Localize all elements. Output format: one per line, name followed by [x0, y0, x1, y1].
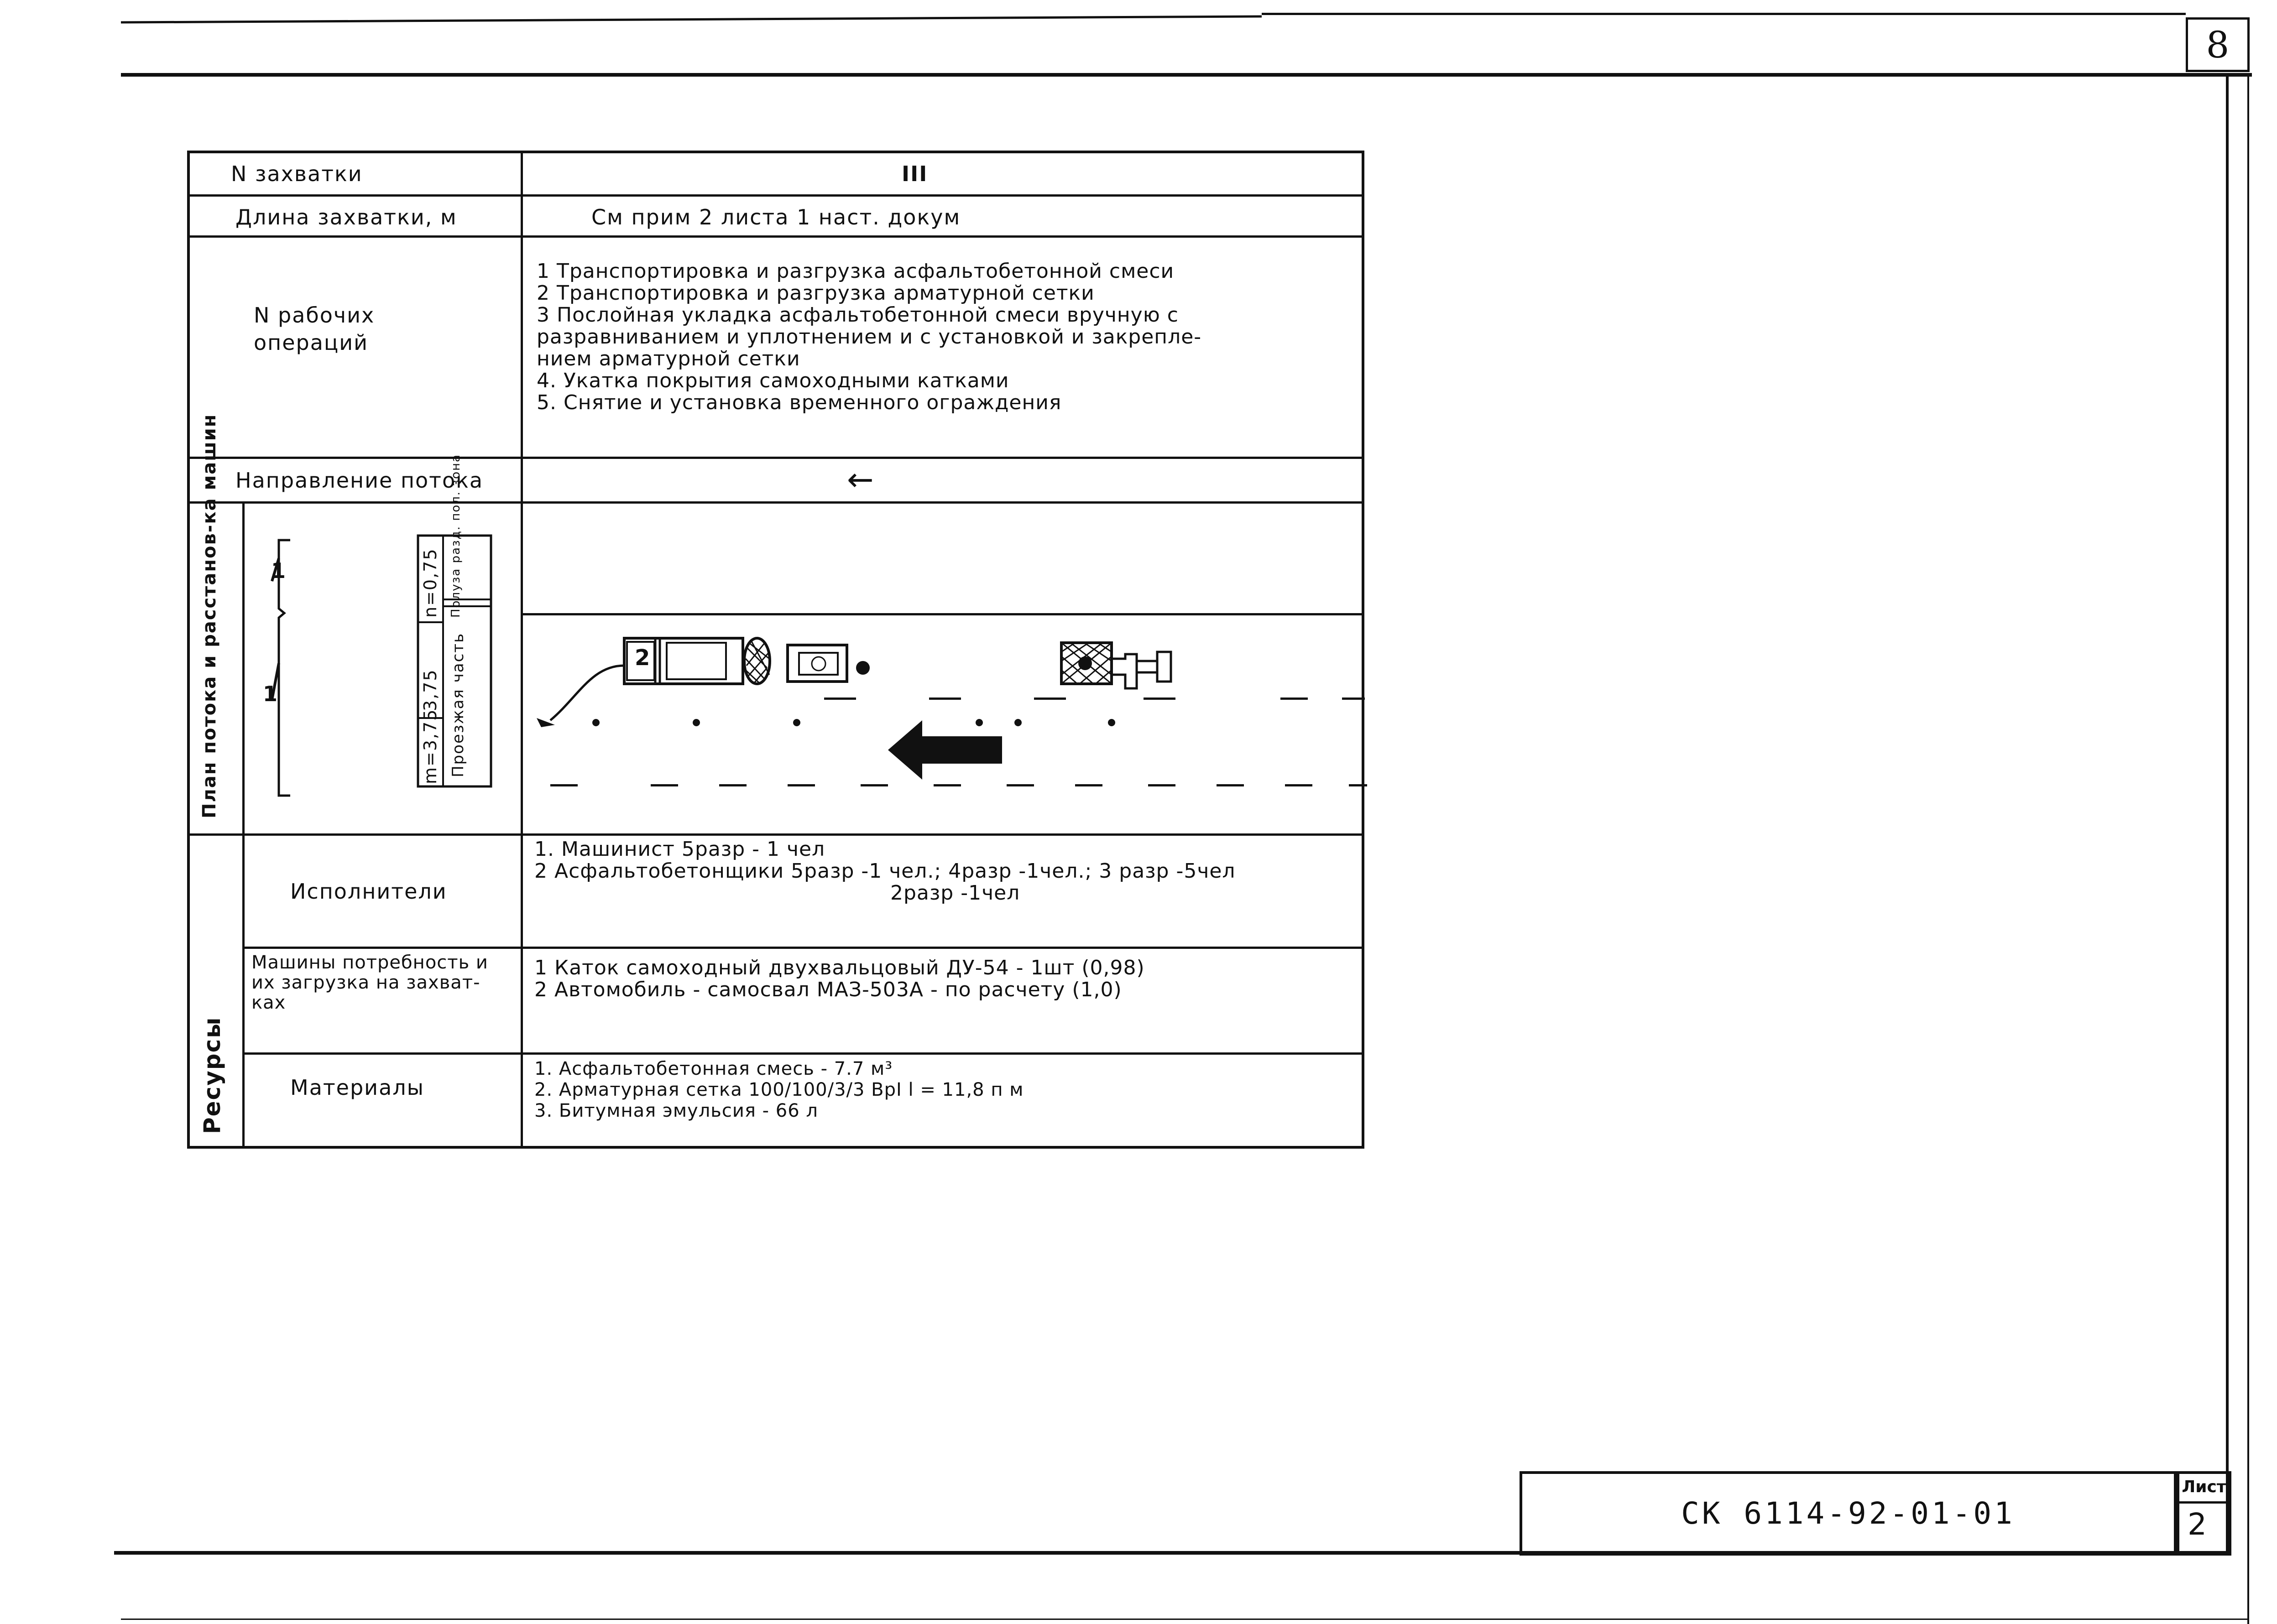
frame-top-line-short [121, 15, 1262, 23]
operation-line: нием арматурной сетки [537, 347, 800, 370]
worker-dot-icon [856, 661, 870, 675]
marker-top: 1 [271, 558, 286, 583]
row-capture-length [190, 197, 1362, 238]
flow-direction-arrow-text: ← [847, 461, 874, 498]
frame-bottom-edge [121, 1619, 2247, 1620]
performer-line: 2разр -1чел [890, 881, 1020, 905]
row-operations [190, 238, 1362, 459]
performer-line: 2 Асфальтобетонщики 5разр -1 чел.; 4разр -1чел.; 3 разр -5чел [534, 859, 1236, 883]
row-flow-direction [190, 459, 1362, 504]
operation-line: 5. Снятие и установка временного ограждения [537, 391, 1062, 414]
column-divider [521, 1055, 523, 1149]
sheet-number-text: 8 [2206, 23, 2230, 66]
performers-label: Исполнители [290, 879, 447, 904]
performer-line: 1. Машинист 5разр - 1 чел [534, 838, 825, 861]
operation-line: 1 Транспортировка и разгрузка асфальтобетонной смеси [537, 260, 1175, 283]
operations-label: N рабочих операций [254, 303, 375, 355]
vehicle-number-label: 2 [635, 645, 650, 671]
operations-list [537, 238, 1358, 457]
machine-line: 1 Каток самоходный двухвальцовый ДУ-54 - 1шт (0,98) [534, 956, 1145, 979]
safety-zone-label: Полуза разд. пол. зона [449, 454, 463, 618]
material-line: 2. Арматурная сетка 100/100/3/3 ВрI l = 11,8 п м [534, 1079, 1024, 1100]
width-mark-n: n=0,75 [420, 548, 440, 618]
material-line: 3. Битумная эмульсия - 66 л [534, 1100, 818, 1121]
column-divider [521, 459, 523, 501]
row-capture-number [190, 153, 1362, 197]
flow-direction-arrow-icon [847, 459, 938, 501]
technology-table [187, 151, 1364, 1149]
column-divider [521, 949, 523, 1052]
marker-mid: 1 [263, 682, 278, 706]
column-divider [521, 153, 523, 194]
flow-direction-label: Направление потока [235, 468, 484, 493]
road-cross-section-schematic [247, 504, 518, 832]
document-code: СК 6114-92-01-01 [1681, 1496, 2015, 1531]
column-divider [521, 238, 523, 457]
sheet-number-top [2186, 17, 2250, 72]
column-divider [521, 197, 523, 235]
plan-label-divider [242, 504, 245, 833]
width-mark-lane: 3,75 [420, 669, 440, 711]
machines-label: Машины потребность и их загрузка на захват-ках [251, 952, 488, 1013]
movement-arrow-icon [888, 720, 1002, 780]
operation-line: разравниванием и уплотнением и с установкой и закрепле- [537, 325, 1202, 349]
row-machines [245, 949, 1362, 1055]
operation-line: 2 Транспортировка и разгрузка арматурной сетки [537, 281, 1095, 305]
operation-line: 3 Послойная укладка асфальтобетонной смеси вручную с [537, 303, 1179, 327]
column-divider [521, 836, 523, 947]
machines-list [534, 949, 1356, 1052]
capture-length-label: Длина захватки, м [235, 205, 457, 229]
operation-line: 4. Укатка покрытия самоходными катками [537, 369, 1009, 392]
plan-label: План потока и расстанов-ка машин [199, 413, 220, 818]
performers-list [534, 836, 1356, 947]
frame-top-line-long [1262, 13, 2186, 15]
capture-length-value: См прим 2 листа 1 наст. докум [591, 205, 961, 229]
capture-number-label: N захватки [231, 161, 363, 186]
frame-right-border [2226, 73, 2229, 1556]
roller-icon [1061, 643, 1171, 688]
material-line: 1. Асфальтобетонная смесь - 7.7 м³ [534, 1058, 893, 1079]
width-mark-m: m=3,75 [420, 708, 440, 784]
sheet-box [2177, 1471, 2231, 1556]
frame-right-border-outer [2247, 73, 2249, 1624]
materials-label: Материалы [290, 1075, 424, 1100]
carriageway-label: Проезжая часть [449, 632, 467, 777]
row-materials [245, 1055, 1362, 1149]
sheet-value: 2 [2188, 1507, 2207, 1542]
machine-line: 2 Автомобиль - самосвал МАЗ-503А - по расчету (1,0) [534, 978, 1122, 1001]
frame-header-line [121, 73, 2252, 77]
row-performers [245, 836, 1362, 949]
resources-label: Ресурсы [199, 1016, 225, 1134]
materials-list [534, 1055, 1356, 1149]
document-code-stamp [1520, 1471, 2177, 1556]
capture-number-value: III [902, 161, 928, 186]
mesh-unit-icon [788, 645, 847, 682]
sheet-label: Лист [2179, 1474, 2229, 1504]
